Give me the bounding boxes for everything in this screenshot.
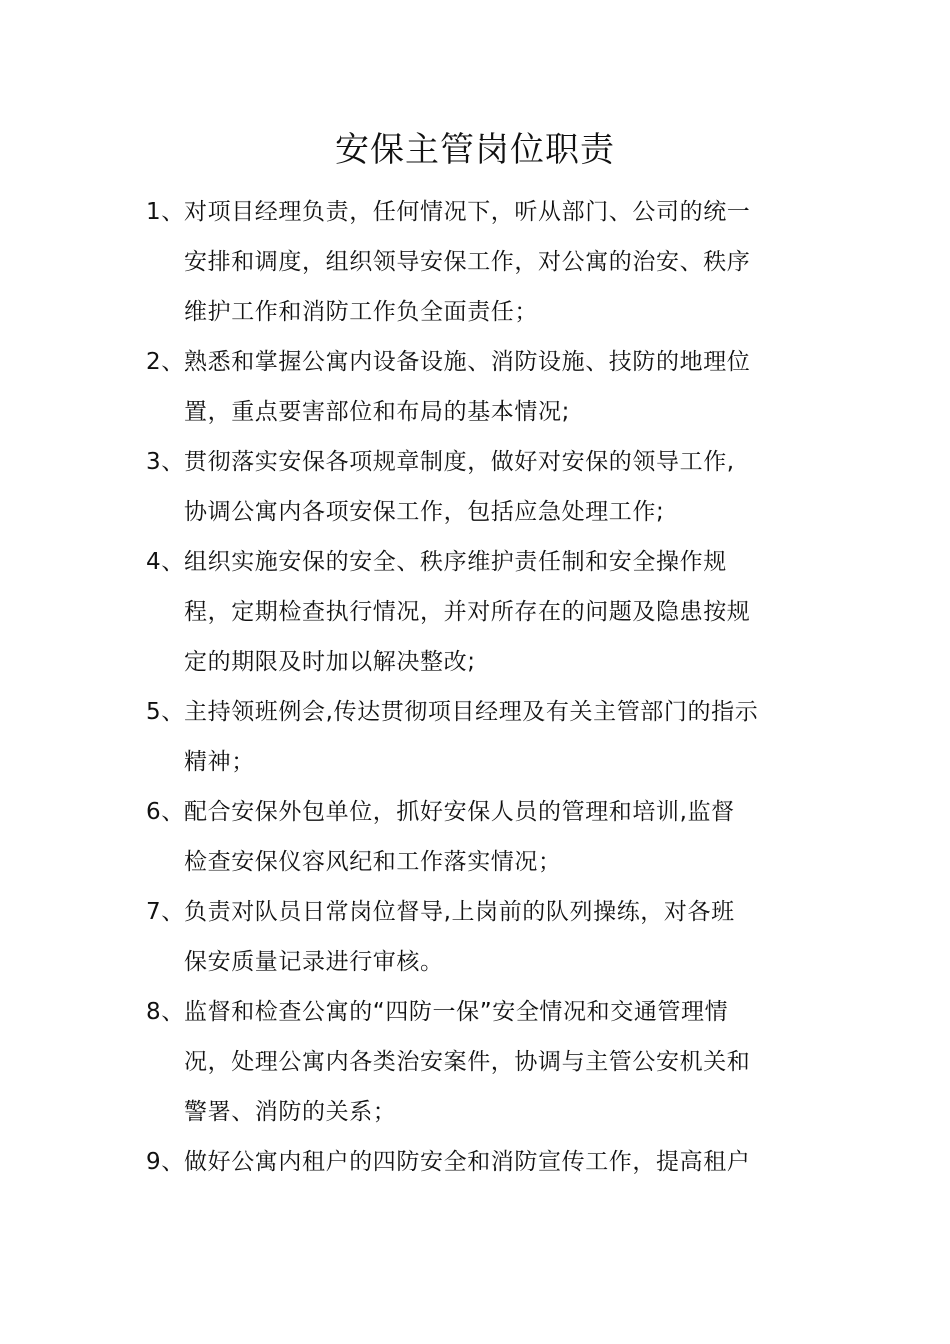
duty-item	[146, 437, 816, 537]
duty-item	[146, 687, 816, 787]
duty-item-text-line: 况，处理公寓内各类治安案件，协调与主管公安机关和	[184, 1049, 751, 1075]
duty-item-text-line: 贯彻落实安保各项规章制度，做好对安保的领导工作,	[184, 449, 735, 475]
duty-item-text-line: 精神；	[184, 749, 255, 775]
duty-item-text-line: 安排和调度，组织领导安保工作，对公寓的治安、秩序	[184, 249, 751, 275]
duty-item	[146, 1137, 816, 1187]
duty-item-text-line: 检查安保仪容风纪和工作落实情况；	[184, 849, 562, 875]
duty-item-text-line: 主持领班例会,传达贯彻项目经理及有关主管部门的指示	[184, 699, 759, 725]
duty-item	[146, 787, 816, 887]
duty-item-text-line: 置，重点要害部位和布局的基本情况;	[184, 399, 570, 425]
duty-item-number: 9、	[146, 1149, 185, 1175]
duty-item-number: 7、	[146, 899, 185, 925]
duty-item	[146, 537, 816, 687]
duty-item-text-line: 警署、消防的关系；	[184, 1099, 397, 1125]
duty-item	[146, 337, 816, 437]
duty-item-number: 1、	[146, 199, 185, 225]
duty-item	[146, 887, 816, 987]
duty-item-text-line: 负责对队员日常岗位督导,上岗前的队列操练，对各班	[184, 899, 735, 925]
duty-item-text-line: 保安质量记录进行审核。	[184, 949, 444, 975]
duty-item-text-line: 配合安保外包单位，抓好安保人员的管理和培训,监督	[184, 799, 735, 825]
page-title: 安保主管岗位职责	[335, 130, 615, 170]
duty-item-number: 3、	[146, 449, 185, 475]
duty-item-number: 6、	[146, 799, 185, 825]
duty-item-text-line: 维护工作和消防工作负全面责任；	[184, 299, 538, 325]
duty-item-text-line: 监督和检查公寓的“四防一保”安全情况和交通管理情	[184, 999, 729, 1025]
duty-item-number: 5、	[146, 699, 185, 725]
duty-item-number: 8、	[146, 999, 185, 1025]
duty-item-text-line: 组织实施安保的安全、秩序维护责任制和安全操作规	[184, 549, 727, 575]
duty-item-number: 2、	[146, 349, 185, 375]
duty-item-text-line: 程，定期检查执行情况，并对所存在的问题及隐患按规	[184, 599, 751, 625]
duty-item-text-line: 定的期限及时加以解决整改;	[184, 649, 476, 675]
duty-item-text-line: 对项目经理负责，任何情况下，听从部门、公司的统一	[184, 199, 751, 225]
duty-item-text-line: 熟悉和掌握公寓内设备设施、消防设施、技防的地理位	[184, 349, 751, 375]
duty-item-number: 4、	[146, 549, 185, 575]
duty-item	[146, 187, 816, 337]
duty-item	[146, 987, 816, 1137]
duty-item-text-line: 协调公寓内各项安保工作，包括应急处理工作;	[184, 499, 665, 525]
duty-item-text-line: 做好公寓内租户的四防安全和消防宣传工作，提高租户	[184, 1149, 751, 1175]
duty-list	[146, 187, 816, 1187]
